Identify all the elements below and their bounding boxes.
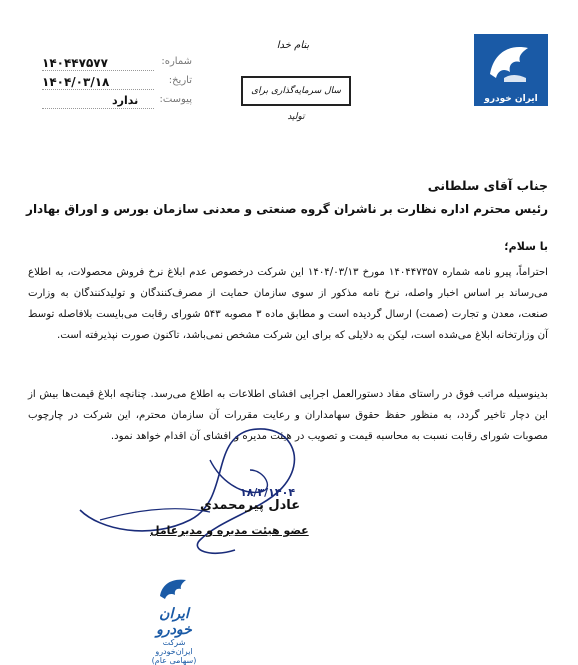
attachment-row [42, 94, 192, 110]
attachment-value: ندارد [112, 94, 139, 107]
letter-date: ۱۴۰۴/۰۳/۱۸ [42, 75, 110, 89]
addressee-title: رئیس محترم اداره نظارت بر ناشران گروه صنعتی و معدنی سازمان بورس و اوراق بهادار [26, 202, 548, 216]
stamp-company: شرکت ایران‌خودرو [155, 638, 193, 656]
body-paragraph-2: بدینوسیله مراتب فوق در راستای مفاد دستورالعمل اجرایی افشای اطلاعات به اطلاع می‌رسد. چنانچه ابلاغ قیمت‌ها بیش از این دچار تاخیر گردد، به منظور حفظ حقوق سهامداران و رعایت مقررات آن سازمان محترم، این شرکت در چارچوب مصوبات شورای رقابت نسبت به محاسبه قیمت و تصویب در هیئت مدیره و افشای آن اقدام خواهد نمود. [28, 389, 548, 442]
letter-number-label: شماره: [161, 56, 192, 67]
company-logo [474, 34, 548, 98]
divider [42, 70, 154, 71]
stamp-brand: ایران خودرو [156, 606, 192, 638]
horse-icon [474, 34, 548, 94]
date-row [42, 75, 192, 91]
attachment-label: پیوست: [159, 94, 192, 105]
signatory-name: عادل پیرمحمدی [200, 498, 301, 513]
company-stamp [144, 574, 204, 665]
horse-icon [154, 574, 194, 602]
signatory-title: عضو هیئت مدیره و مدیرعامل [150, 524, 309, 537]
bismillah: بنام خدا [276, 40, 310, 51]
company-logo-caption: ایران خودرو [474, 92, 548, 106]
date-label: تاریخ: [168, 75, 192, 86]
slogan-box: سال سرمایه‌گذاری برای تولید [241, 76, 351, 106]
greeting: با سلام؛ [504, 240, 548, 253]
body-paragraph-1: احتراماً، پیرو نامه شماره ۱۴۰۴۴۷۳۵۷ مورخ ۱۴۰۴/۰۳/۱۳ این شرکت درخصوص عدم ابلاغ نرخ فروش محصولات، به اطلاع می‌رساند بر اساس اخبار واصله، نرخ نامه مذکور از سوی سازمان حمایت از مصرف‌کنندگان و تولیدکنندگان به وزارت صنعت، معدن و تجارت (صمت) ارسال گردیده است و مطابق ماده ۳ مصوبه ۵۴۳ شورای رقابت می‌بایست بلافاصله توسط آن وزارتخانه ابلاغ می‌شده است، لیکن به دلایلی که برای این شرکت مشخص نمی‌باشد، تاکنون صورت نپذیرفته است. [28, 267, 548, 341]
letter-number: ۱۴۰۴۴۷۵۷۷ [42, 56, 108, 70]
stamp-type: (سهامی عام) [151, 656, 197, 665]
signature-date: ۱۸/۳/۱۴۰۴ [240, 486, 296, 499]
divider [42, 108, 154, 109]
addressee-name: جناب آقای سلطانی [427, 178, 548, 193]
letter-number-row [42, 56, 192, 72]
divider [42, 89, 154, 90]
